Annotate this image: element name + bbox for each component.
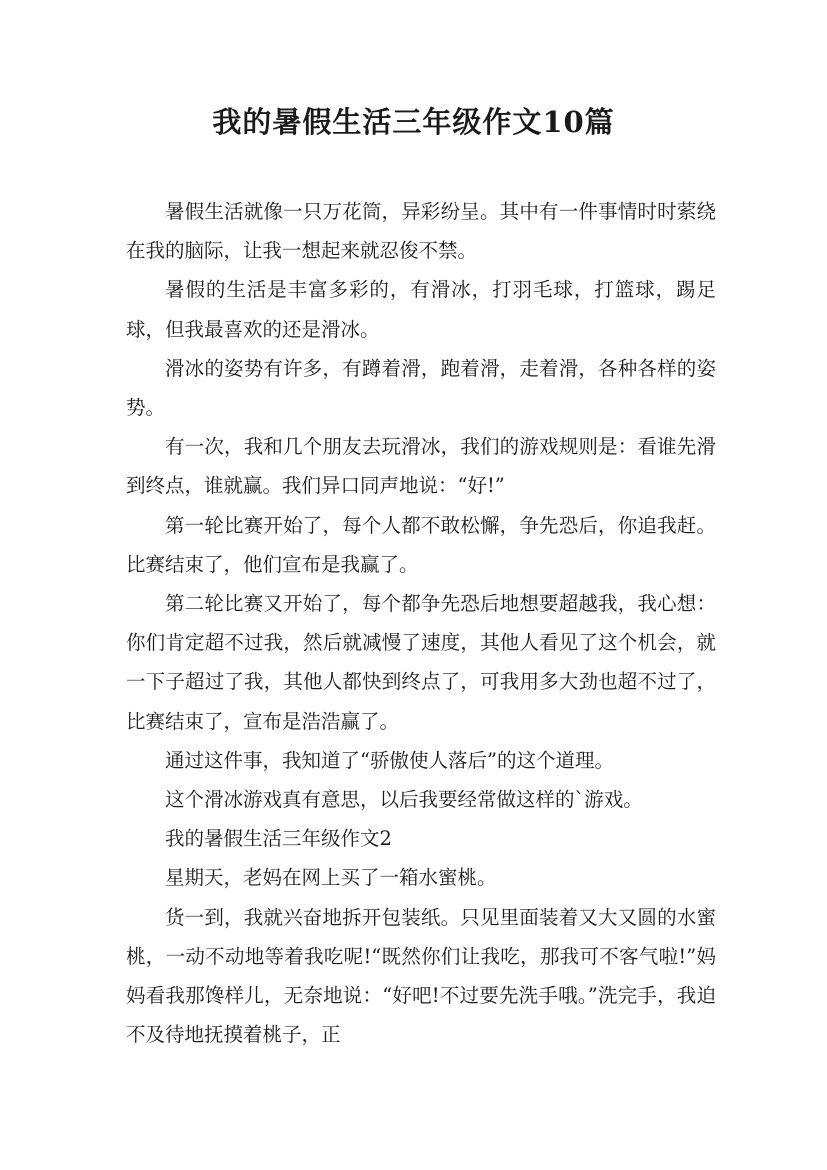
paragraph: 货一到，我就兴奋地拆开包装纸。只见里面装着又大又圆的水蜜桃，一动不动地等着我吃呢!“既然你们让我吃，那我可不客气啦!”妈妈看我那馋样儿，无奈地说：“好吧!不过要先洗手哦。”洗完手，我迫不及待地抚摸着桃子，正: [126, 905, 716, 1047]
paragraph: 有一次，我和几个朋友去玩滑冰，我们的游戏规则是：看谁先滑到终点，谁就赢。我们异口同声地说：“好!”: [126, 435, 716, 498]
paragraph: 暑假生活就像一只万花筒，异彩纷呈。其中有一件事情时时萦绕在我的脑际，让我一想起来就忍俊不禁。: [126, 200, 716, 263]
paragraph: 暑假的生活是丰富多彩的，有滑冰，打羽毛球，打篮球，踢足球，但我最喜欢的还是滑冰。: [126, 278, 716, 341]
paragraph: 通过这件事，我知道了“骄傲使人落后”的这个道理。: [165, 748, 614, 772]
paragraph: 这个滑冰游戏真有意思，以后我要经常做这样的`游戏。: [165, 788, 643, 812]
paragraph: 星期天，老妈在网上买了一箱水蜜桃。: [165, 866, 497, 890]
paragraph: 第一轮比赛开始了，每个人都不敢松懈，争先恐后，你追我赶。比赛结束了，他们宣布是我赢了。: [126, 513, 716, 576]
document-title: 我的暑假生活三年级作文10篇: [212, 105, 615, 139]
document-body: [126, 192, 716, 1054]
paragraph: 第二轮比赛又开始了，每个都争先恐后地想要超越我，我心想：你们肯定超不过我，然后就减慢了速度，其他人看见了这个机会，就一下子超过了我，其他人都快到终点了，可我用多大劲也超不过了，比赛结束了，宣布是浩浩赢了。: [126, 592, 716, 733]
paragraph: 滑冰的姿势有许多，有蹲着滑，跑着滑，走着滑，各种各样的姿势。: [126, 356, 716, 420]
section-heading: 我的暑假生活三年级作文2: [165, 827, 392, 851]
